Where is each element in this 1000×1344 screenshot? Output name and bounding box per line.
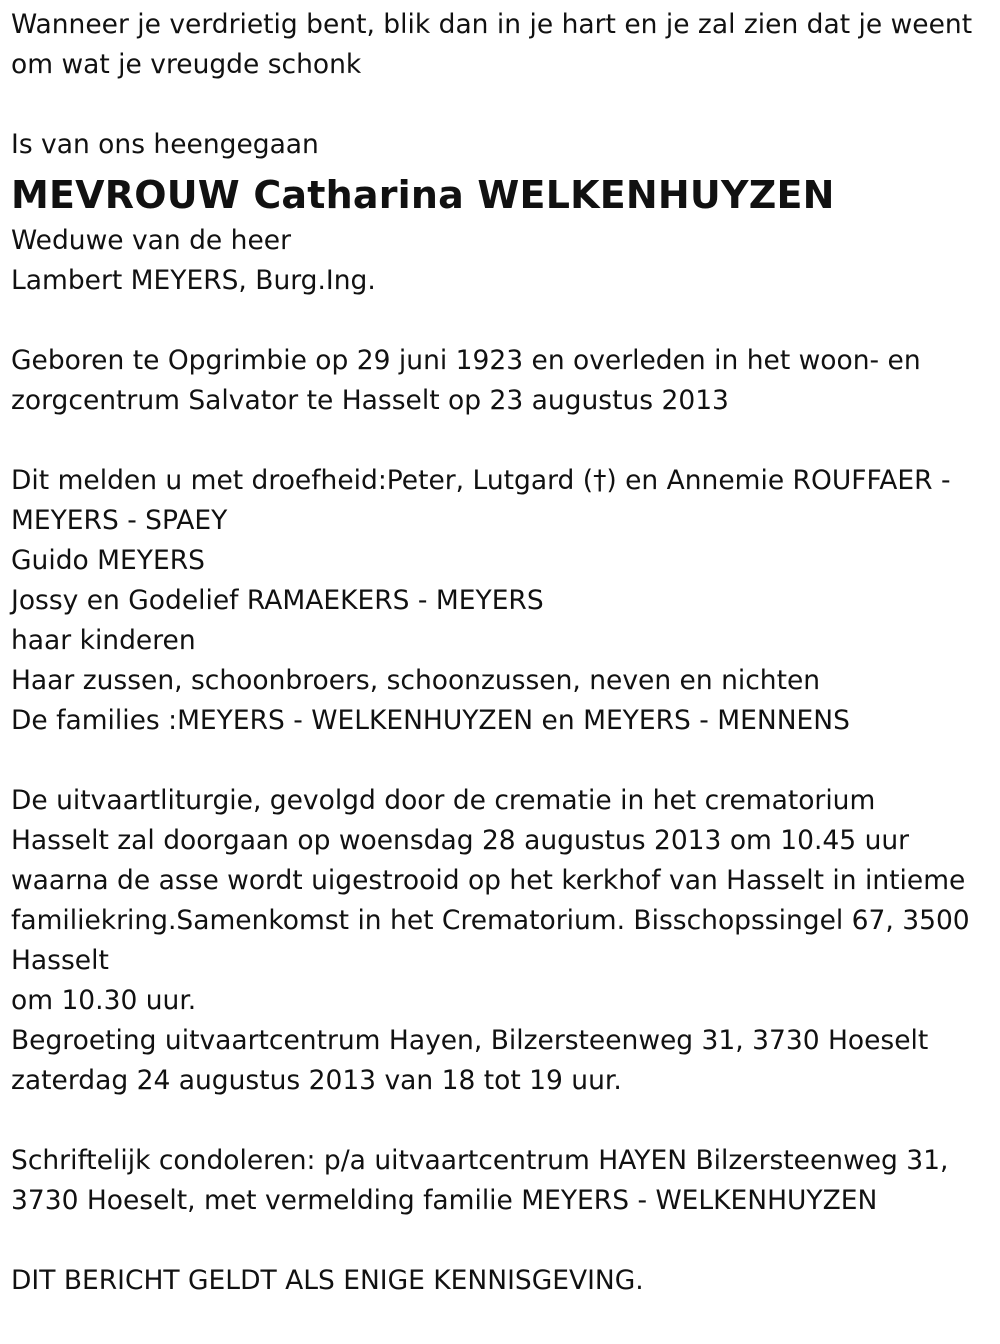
family-line: Guido MEYERS — [11, 545, 205, 576]
funeral-line: Begroeting uitvaartcentrum Hayen, Bilzersteenweg 31, 3730 Hoeselt — [11, 1025, 929, 1056]
condolences-block — [11, 1141, 991, 1221]
death-notice — [11, 5, 991, 1301]
funeral-line: De uitvaartliturgie, gevolgd door de crematie in het crematorium — [11, 785, 876, 816]
widow-line: Weduwe van de heer — [11, 225, 291, 256]
family-line: Haar zussen, schoonbroers, schoonzussen, neven en nichten — [11, 665, 821, 696]
spacer — [11, 301, 991, 341]
quote-block — [11, 5, 991, 85]
funeral-line: om 10.30 uur. — [11, 985, 197, 1016]
spacer — [11, 1221, 991, 1261]
condolences-line: 3730 Hoeselt, met vermelding familie MEYERS - WELKENHUYZEN — [11, 1185, 878, 1216]
birth-death-block — [11, 341, 991, 421]
intro-text: Is van ons heengegaan — [11, 129, 319, 160]
quote-line: Wanneer je verdrietig bent, blik dan in je hart en je zal zien dat je weent — [11, 9, 973, 40]
family-line: Jossy en Godelief RAMAEKERS - MEYERS — [11, 585, 544, 616]
funeral-block — [11, 781, 991, 1101]
family-block — [11, 461, 991, 741]
deceased-name: MEVROUW Catharina WELKENHUYZEN — [11, 173, 835, 217]
family-line: MEYERS - SPAEY — [11, 505, 228, 536]
spacer — [11, 421, 991, 461]
family-line: Dit melden u met droefheid:Peter, Lutgard (†) en Annemie ROUFFAER - — [11, 465, 951, 496]
funeral-line: Hasselt zal doorgaan op woensdag 28 augustus 2013 om 10.45 uur — [11, 825, 910, 856]
widow-line: Lambert MEYERS, Burg.Ing. — [11, 265, 376, 296]
family-line: De families :MEYERS - WELKENHUYZEN en MEYERS - MENNENS — [11, 705, 850, 736]
birth-death-line: Geboren te Opgrimbie op 29 juni 1923 en overleden in het woon- en — [11, 345, 921, 376]
notice-text: DIT BERICHT GELDT ALS ENIGE KENNISGEVING. — [11, 1265, 644, 1296]
birth-death-line: zorgcentrum Salvator te Hasselt op 23 augustus 2013 — [11, 385, 729, 416]
funeral-line: zaterdag 24 augustus 2013 van 18 tot 19 uur. — [11, 1065, 622, 1096]
family-line: haar kinderen — [11, 625, 196, 656]
spacer — [11, 85, 991, 125]
quote-line: om wat je vreugde schonk — [11, 49, 362, 80]
funeral-line: Hasselt — [11, 945, 109, 976]
funeral-line: familiekring.Samenkomst in het Crematorium. Bisschopssingel 67, 3500 — [11, 905, 970, 936]
spacer — [11, 741, 991, 781]
spacer — [11, 1101, 991, 1141]
widow-block — [11, 221, 991, 301]
funeral-line: waarna de asse wordt uigestrooid op het kerkhof van Hasselt in intieme — [11, 865, 966, 896]
condolences-line: Schriftelijk condoleren: p/a uitvaartcentrum HAYEN Bilzersteenweg 31, — [11, 1145, 949, 1176]
